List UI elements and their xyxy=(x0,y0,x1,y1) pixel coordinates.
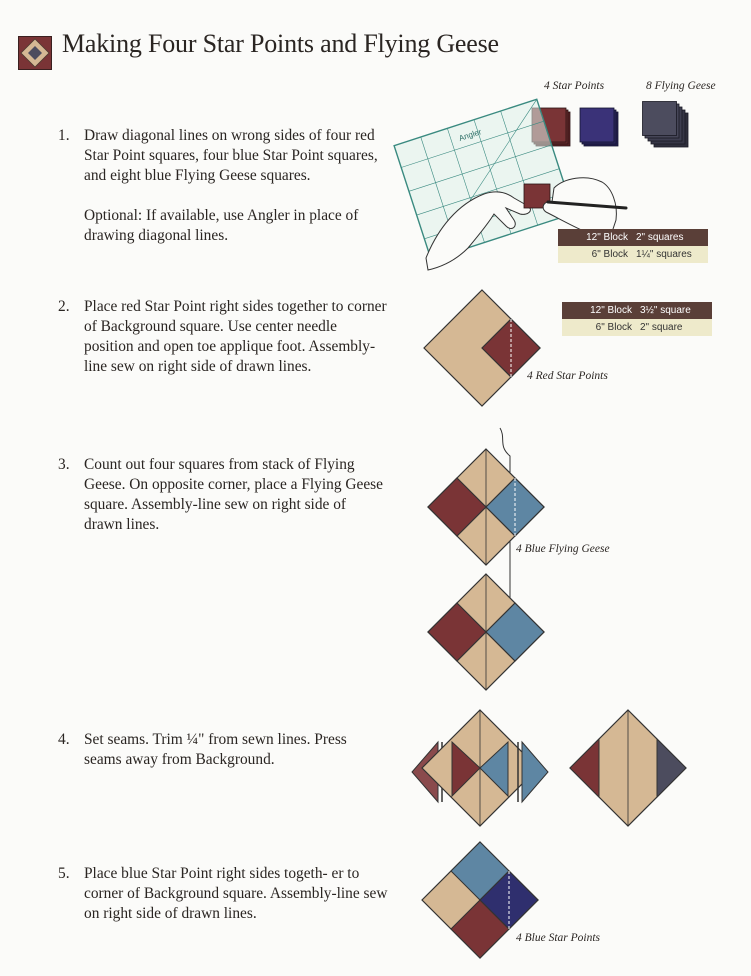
table-row xyxy=(558,246,708,263)
pressed-seams-diagram xyxy=(566,708,690,830)
step-4 xyxy=(58,730,388,770)
step-text: Place red Star Point right sides together to corner of Background square. Use center needle position and open toe applique foot. Assembly-line sew on right side of drawn lines. xyxy=(84,298,387,375)
step-number: 1. xyxy=(58,127,70,144)
red-star-points-label: 4 Red Star Points xyxy=(527,370,608,382)
flying-geese-label: 8 Flying Geese xyxy=(646,80,716,92)
block-size: 6" Block xyxy=(591,249,628,260)
flying-geese-stack xyxy=(642,101,694,153)
square-size: 1¼" squares xyxy=(636,249,692,260)
step-text: Draw diagonal lines on wrong sides of four red Star Point squares, four blue Star Point squares, and eight blue Flying Geese squares. xyxy=(84,127,378,184)
step-2 xyxy=(58,297,388,377)
table-row xyxy=(562,302,712,319)
step-text: Place blue Star Point right sides togeth- er to corner of Background square. Assembly-line sew on right side of drawn lines. xyxy=(84,865,388,922)
square-size: 2" square xyxy=(640,322,683,333)
step-1 xyxy=(58,126,388,246)
ruler-brand: Angler xyxy=(457,127,483,143)
step-5 xyxy=(58,864,388,924)
star-points-label: 4 Star Points xyxy=(544,80,605,92)
trimmed-seams-diagram xyxy=(408,706,553,830)
flying-geese-diagram-bottom xyxy=(424,572,548,692)
block-size: 12" Block xyxy=(586,232,628,243)
size-table-2 xyxy=(562,302,712,336)
step-number: 2. xyxy=(58,298,70,315)
table-row xyxy=(558,229,708,246)
step-number: 4. xyxy=(58,731,70,748)
size-table-1 xyxy=(558,229,708,263)
square-size: 2" squares xyxy=(636,232,684,243)
step-text: Set seams. Trim ¼" from sewn lines. Press seams away from Background. xyxy=(84,731,347,768)
step-note: Optional: If available, use Angler in place of drawing diagonal lines. xyxy=(84,207,359,244)
step-number: 3. xyxy=(58,456,70,473)
quilt-block-icon xyxy=(18,36,52,70)
step-text: Count out four squares from stack of Flying Geese. On opposite corner, place a Flying Geese square. Assembly-line sew on right side of drawn lines. xyxy=(84,456,383,533)
blue-star-points-label: 4 Blue Star Points xyxy=(516,932,601,944)
page-title: Making Four Star Points and Flying Geese xyxy=(62,29,499,58)
step-number: 5. xyxy=(58,865,70,882)
blue-flying-geese-label: 4 Blue Flying Geese xyxy=(516,543,610,555)
block-size: 12" Block xyxy=(590,305,632,316)
table-row xyxy=(562,319,712,336)
step-3 xyxy=(58,455,388,535)
blue-star-points-diagram xyxy=(418,840,553,964)
block-size: 6" Block xyxy=(595,322,632,333)
red-star-point-diagram xyxy=(420,288,545,408)
square-size: 3½" square xyxy=(640,305,691,316)
